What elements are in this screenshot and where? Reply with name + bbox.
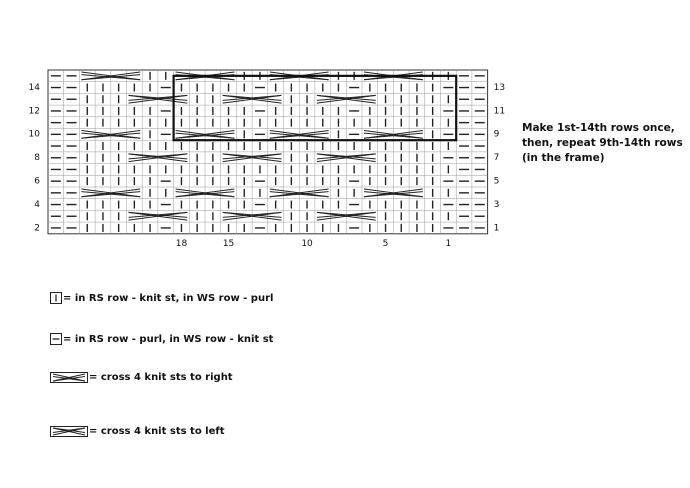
legend-cross-left-row xyxy=(50,423,225,439)
row-number-right: 3 xyxy=(493,199,500,210)
stitch-number: 10 xyxy=(301,238,313,249)
row-number-right: 7 xyxy=(493,153,500,164)
legend-cross-right-row xyxy=(50,369,233,385)
legend-purl-row xyxy=(50,331,273,347)
stitch-number: 1 xyxy=(445,238,452,249)
stitch-number: 18 xyxy=(175,238,188,249)
row-number-left: 6 xyxy=(34,176,40,187)
row-number-right: 5 xyxy=(493,176,500,187)
stitch-number: 15 xyxy=(222,238,235,249)
row-number-left: 10 xyxy=(28,129,40,140)
purl-stitch-icon xyxy=(50,333,62,345)
row-number-left: 2 xyxy=(34,223,40,234)
cross-right-icon xyxy=(50,372,88,383)
row-number-right: 11 xyxy=(493,106,506,117)
row-number-left: 14 xyxy=(28,82,40,93)
stitch-number: 5 xyxy=(382,238,389,249)
chart-instruction: Make 1st-14th rows once, then, repeat 9th-14th rows (in the frame) xyxy=(522,122,683,164)
legend-knit-text: = in RS row - knit st, in WS row - purl xyxy=(63,292,274,304)
knitting-chart xyxy=(0,0,506,250)
row-number-left: 4 xyxy=(34,199,40,210)
row-number-right: 13 xyxy=(493,82,506,93)
legend-cross-right-text: = cross 4 knit sts to right xyxy=(89,371,233,383)
row-number-right: 9 xyxy=(493,129,500,140)
row-number-left: 8 xyxy=(34,153,40,164)
legend-knit-row xyxy=(50,290,273,306)
legend-cross-left-text: = cross 4 knit sts to left xyxy=(89,425,225,437)
cross-left-icon xyxy=(50,426,88,437)
knit-stitch-icon xyxy=(50,292,62,304)
row-number-right: 1 xyxy=(493,223,500,234)
row-number-left: 12 xyxy=(28,106,40,117)
legend-purl-text: = in RS row - purl, in WS row - knit st xyxy=(63,333,274,345)
